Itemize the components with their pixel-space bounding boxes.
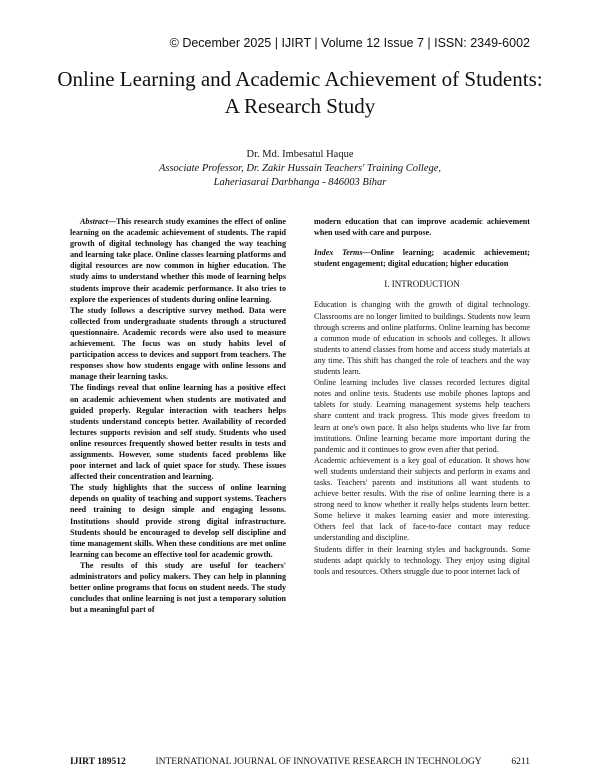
intro-paragraph-3: Academic achievement is a key goal of education. It shows how well students understand their subjects and perform in exams and tasks. Teachers' parents and institutions all want students to achieve better results. With the rise of online learning there is a strong need to know whether it really helps students learn better. Some believe it makes learning easier and more interesting. Others feel that lack of face-to-face contact may reduce understanding and discipline.: [314, 455, 530, 543]
footer-page-number: 6211: [511, 757, 530, 767]
abstract-paragraph-3: The findings reveal that online learning has a positive effect on academic achievement when students are motivated and guided properly. Regular interaction with teachers helps students understand concepts better. Availability of recorded lectures supports revision and self study. Students who used online resources frequently showed better results in tests and assignments. However, some students faced problems like poor internet and lack of quiet space for study. These issues affected their concentration and learning.: [70, 383, 286, 482]
abstract-paragraph-5-continued: modern education that can improve academic achievement when used with care and purpose.: [314, 217, 530, 238]
title-line-1: Online Learning and Academic Achievement of Students:: [57, 67, 543, 91]
index-terms-label: Index Terms—: [314, 248, 371, 258]
author-name: Dr. Md. Imbesatul Haque: [246, 149, 354, 160]
abstract-paragraph-5: The results of this study are useful for teachers' administrators and policy makers. They can help in planning better online programs that focus on student needs. The study concludes that online learning is not just a temporary solution but a meaningful part of: [70, 560, 286, 615]
intro-paragraph-2: Online learning includes live classes recorded lectures digital notes and online tests. Students use mobile phones laptops and tablets for study. Learning management systems help teachers share content and track progress. This mode gives freedom to learn at one's own pace. It also helps students who live far from institutions. Online learning became more important during the pandemic and it continues to grow even after that period.: [314, 378, 530, 454]
paper-title: [40, 66, 560, 120]
page-footer: [70, 757, 530, 767]
abstract-paragraph-4: The study highlights that the success of online learning depends on quality of teaching and support systems. Teachers need training to design simple and engaging lessons. Institutions should provide strong digital infrastructure. Students should be encouraged to develop self discipline and time management skills. When these conditions are met online learning can become an effective tool for academic growth.: [70, 483, 286, 559]
abstract-paragraph-2: The study follows a descriptive survey method. Data were collected from undergraduate students through a structured questionnaire. Academic records were also used to measure achievement. The focus was on study habits level of participation access to devices and support from teachers. The responses show how students engage with online lessons and manage their learning tasks.: [70, 305, 286, 382]
abstract-paragraph-1: [70, 216, 286, 305]
title-line-2: A Research Study: [224, 94, 376, 118]
section-heading-introduction: I. INTRODUCTION: [384, 279, 460, 290]
abstract-label: Abstract—: [80, 217, 116, 226]
index-terms-text: Online learning; academic achievement; student engagement; digital education; higher education: [314, 248, 530, 269]
right-column: [314, 216, 530, 577]
abstract-text-1: This research study examines the effect of online learning on the academic achievement of students. The rapid growth of digital technology has changed the way teaching and learning take place. Online classes learning platforms and digital resources are now common in higher education. The study aims to understand whether this mode of learning helps students improve their academic performance. It also tries to explore the experiences of students during online learning.: [70, 217, 286, 304]
affiliation-line-2: Laheriasarai Darbhanga - 846003 Bihar: [213, 177, 387, 188]
affiliation-line-1: Associate Professor, Dr. Zakir Hussain Teachers' Training College,: [158, 163, 442, 174]
footer-journal-name: INTERNATIONAL JOURNAL OF INNOVATIVE RESEARCH IN TECHNOLOGY: [155, 757, 482, 767]
intro-paragraph-4: Students differ in their learning styles and backgrounds. Some students adapt quickly to technology. They enjoy using digital tools and resources. Others struggle due to poor internet lack of: [314, 544, 530, 576]
journal-header: © December 2025 | IJIRT | Volume 12 Issue 7 | ISSN: 2349-6002: [169, 36, 530, 50]
index-terms: [314, 247, 530, 269]
left-column: [70, 216, 286, 615]
intro-paragraph-1: Education is changing with the growth of digital technology. Classrooms are no longer limited to buildings. Students now learn through screens and online platforms. Online learning has become a common mode of education in schools and colleges. It allows students to attend classes from home and access study materials at any time. This shift has changed the role of teachers and the way students learn.: [314, 300, 530, 377]
footer-article-id: IJIRT 189512: [70, 757, 126, 767]
author-block: [60, 148, 540, 190]
